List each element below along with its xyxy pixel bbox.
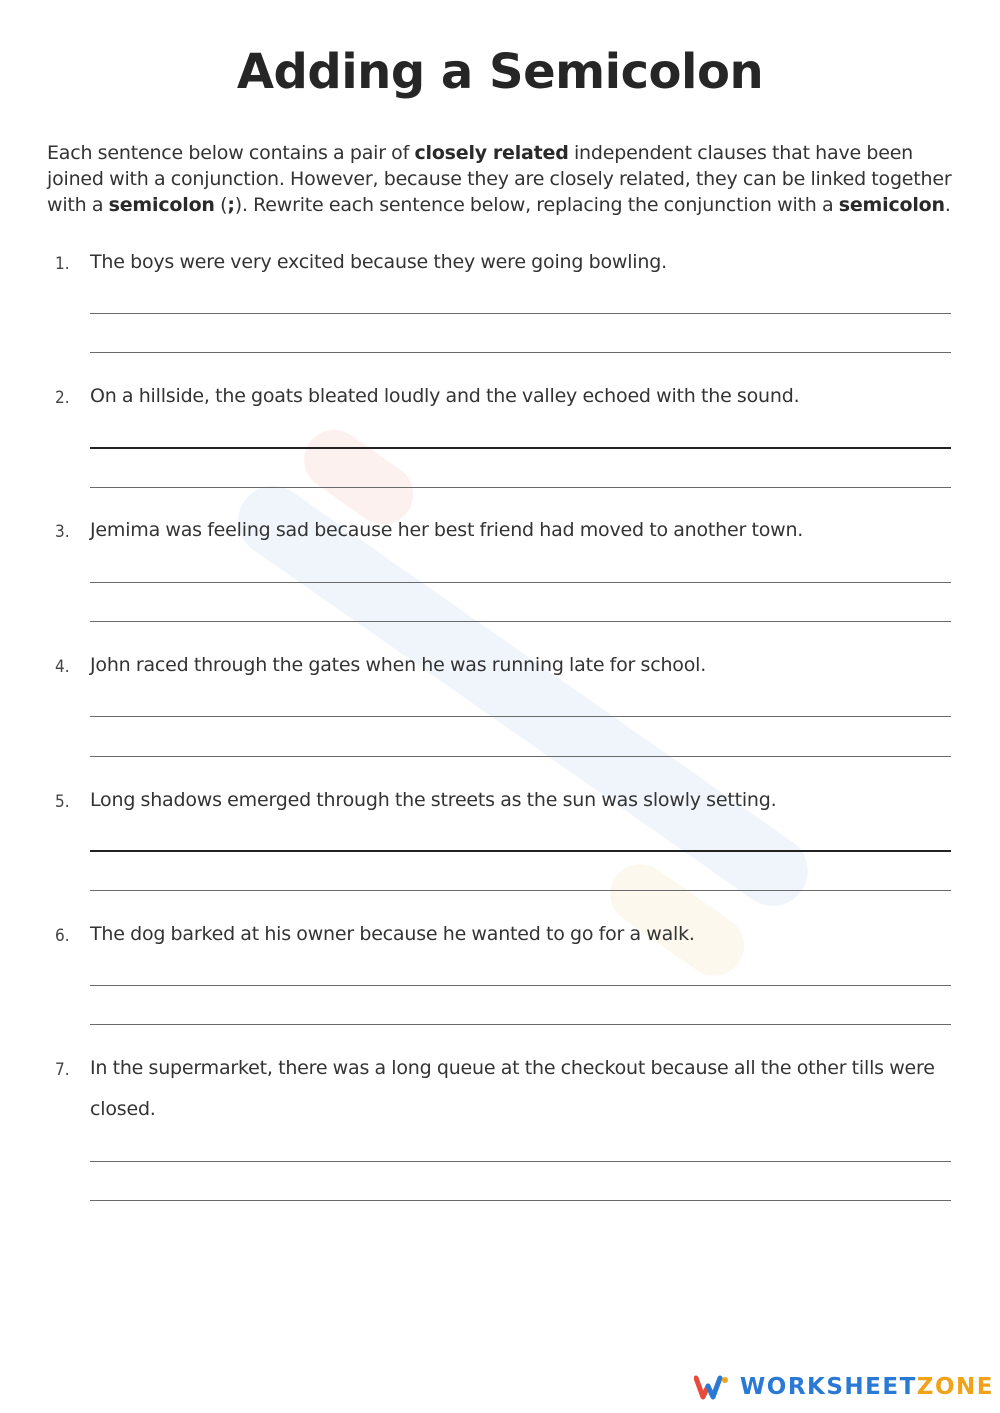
question-text: Long shadows emerged through the streets as the sun was slowly setting. [90,789,777,811]
answer-line[interactable] [90,985,951,986]
question-number: 1. [55,254,70,274]
answer-line[interactable] [90,1200,951,1201]
answer-line[interactable] [90,1024,951,1025]
brand-footer [694,1369,994,1405]
question-number: 7. [55,1060,70,1080]
question-text: In the supermarket, there was a long queue at the checkout because all the other tills were closed. [90,1057,935,1120]
answer-line[interactable] [90,487,951,488]
worksheetzone-w-logo-icon [694,1373,730,1401]
question-text: The boys were very excited because they were going bowling. [90,251,667,273]
question-text: On a hillside, the goats bleated loudly and the valley echoed with the sound. [90,385,800,407]
brand-name: WORKSHEETZONE [739,1374,994,1400]
instructions-paragraph: Each sentence below contains a pair of closely related independent clauses that have been joined with a conjunction. However, because they are closely related, they can be linked together with a semicolon (;). Rewrite each sentence below, replacing the conjunction with a semicolon. [47,142,952,216]
watermark-logo [140,400,900,1000]
answer-line[interactable] [90,756,951,757]
answer-line[interactable] [90,621,951,622]
question-number: 4. [55,657,70,677]
question-number: 5. [55,792,70,812]
answer-line[interactable] [90,850,951,852]
answer-line[interactable] [90,447,951,449]
question-number: 2. [55,388,70,408]
answer-line[interactable] [90,716,951,717]
answer-line[interactable] [90,582,951,583]
answer-line[interactable] [90,352,951,353]
question-text: John raced through the gates when he was running late for school. [90,654,707,676]
answer-line[interactable] [90,1161,951,1162]
answer-line[interactable] [90,890,951,891]
page-title: Adding a Semicolon [236,44,764,100]
question-number: 3. [55,522,70,542]
answer-line[interactable] [90,313,951,314]
question-number: 6. [55,926,70,946]
question-text: Jemima was feeling sad because her best friend had moved to another town. [90,519,804,541]
question-text: The dog barked at his owner because he wanted to go for a walk. [90,923,695,945]
